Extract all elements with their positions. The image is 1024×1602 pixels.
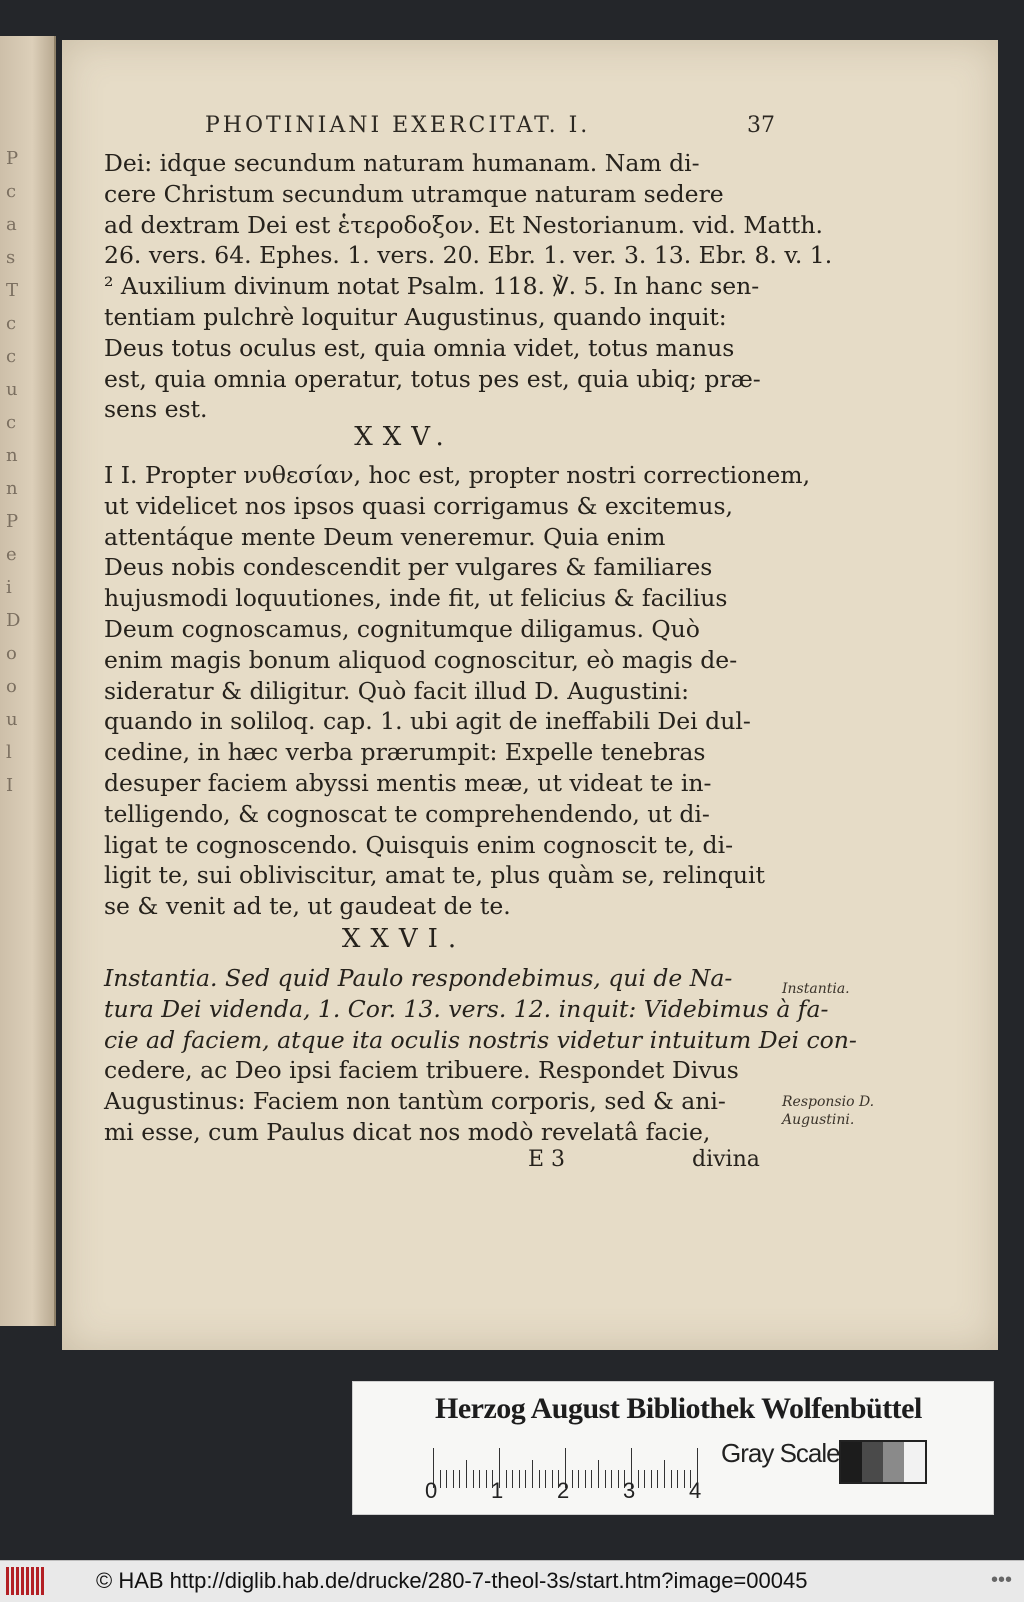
ruler-number: 1 — [491, 1478, 504, 1503]
edge-char: o — [6, 676, 17, 697]
edge-char: e — [6, 544, 17, 565]
library-name: Herzog August Bibliothek Wolfenbüttel — [435, 1392, 922, 1425]
ruler-tick — [525, 1470, 526, 1488]
ruler-tick — [506, 1470, 507, 1488]
edge-char: i — [6, 577, 12, 598]
edge-char: n — [6, 445, 18, 466]
ruler-tick — [664, 1460, 665, 1488]
paragraph-1 — [104, 148, 833, 425]
ruler-tick — [512, 1470, 513, 1488]
text-line: quando in soliloq. cap. 1. ubi agit de ineffabili Dei dul- — [104, 707, 751, 736]
edge-char: s — [6, 247, 16, 268]
ruler-tick — [644, 1470, 645, 1488]
edge-char: I — [6, 775, 14, 796]
gray-swatch — [862, 1442, 883, 1482]
ruler-tick — [545, 1470, 546, 1488]
text-line: desuper faciem abyssi mentis meæ, ut videat te in- — [104, 768, 712, 797]
text-line: ad dextram Dei est ἑτεροδοξον. Et Nestorianum. vid. Matth. — [104, 210, 823, 239]
text-line: cie ad faciem, atque ita oculis nostris videtur intuitum Dei con- — [104, 1025, 857, 1054]
text-line: ligit te, sui obliviscitur, amat te, plus quàm se, relinquit — [104, 861, 765, 890]
text-line: cedere, ac Deo ipsi faciem tribuere. Respondet Divus — [104, 1056, 739, 1085]
edge-char: o — [6, 643, 17, 664]
edge-char: c — [6, 313, 17, 334]
ruler-tick — [611, 1470, 612, 1488]
text-line: Deus totus oculus est, quia omnia videt, totus manus — [104, 333, 735, 362]
gray-swatch — [904, 1442, 925, 1482]
text-line: mi esse, cum Paulus dicat nos modò revelatâ facie, — [104, 1117, 711, 1146]
text-line: cere Christum secundum utramque naturam sedere — [104, 179, 724, 208]
scale-card — [352, 1381, 994, 1515]
ruler-tick — [657, 1470, 658, 1488]
text-line: Deus nobis condescendit per vulgares & familiares — [104, 553, 713, 582]
ruler-tick — [684, 1470, 685, 1488]
hab-logo-icon — [6, 1567, 46, 1595]
ruler-number: 2 — [557, 1478, 570, 1503]
edge-char: D — [6, 610, 21, 631]
previous-page-edge — [0, 36, 56, 1326]
ruler-tick — [638, 1470, 639, 1488]
text-line: 26. vers. 64. Ephes. 1. vers. 20. Ebr. 1. ver. 3. 13. Ebr. 8. v. 1. — [104, 241, 833, 270]
margin-note-instantia: Instantia. — [782, 981, 850, 997]
edge-char: P — [6, 511, 19, 532]
gray-swatch — [841, 1442, 862, 1482]
edge-char: P — [6, 148, 19, 169]
edge-char: c — [6, 181, 17, 202]
text-line: tentiam pulchrè loquitur Augustinus, quando inquit: — [104, 302, 727, 331]
footer-url-text[interactable]: © HAB http://diglib.hab.de/drucke/280-7-theol-3s/start.htm?image=00045 — [96, 1568, 808, 1593]
paragraph-2 — [104, 460, 811, 922]
text-line: attentáque mente Deum veneremur. Quia enim — [104, 522, 666, 551]
edge-char: u — [6, 709, 18, 730]
ruler-tick — [578, 1470, 579, 1488]
ellipsis-icon[interactable]: ••• — [990, 1569, 1012, 1591]
text-line: cedine, in hæc verba prærumpit: Expelle tenebras — [104, 738, 706, 767]
ruler-tick — [605, 1470, 606, 1488]
edge-char: n — [6, 478, 18, 499]
ruler-number: 3 — [623, 1478, 636, 1503]
text-line: ut videlicet nos ipsos quasi corrigamus & excitemus, — [104, 491, 733, 520]
section-heading-26: XXVI. — [341, 924, 467, 954]
ruler-tick — [651, 1470, 652, 1488]
running-head — [205, 113, 775, 138]
ruler-number: 4 — [689, 1478, 702, 1503]
ruler-tick — [552, 1470, 553, 1488]
ruler-tick — [585, 1470, 586, 1488]
ruler-tick — [479, 1470, 480, 1488]
ruler-tick — [519, 1470, 520, 1488]
gray-swatch — [883, 1442, 904, 1482]
edge-char: c — [6, 412, 17, 433]
section-heading-25: XXV. — [354, 422, 454, 452]
ruler-tick — [532, 1460, 533, 1488]
text-line: telligendo, & cognoscat te comprehendendo, ut di- — [104, 799, 710, 828]
grayscale-swatches — [839, 1440, 927, 1484]
text-line: ² Auxilium divinum notat Psalm. 118. ℣. 5. In hanc sen- — [104, 272, 760, 301]
text-line: Instantia. Sed quid Paulo respondebimus, qui de Na- — [104, 964, 733, 992]
text-line: Deum cognoscamus, cognitumque diligamus. Quò — [104, 614, 700, 643]
ruler-tick — [486, 1470, 487, 1488]
ruler-tick — [473, 1470, 474, 1488]
ruler-tick — [591, 1470, 592, 1488]
edge-char: u — [6, 379, 18, 400]
ruler-tick — [440, 1470, 441, 1488]
text-line: tura Dei videnda, 1. Cor. 13. vers. 12. inquit: Videbimus à fa- — [104, 994, 829, 1023]
ruler-tick — [598, 1460, 599, 1488]
edge-char: a — [6, 214, 17, 235]
ruler-tick — [459, 1470, 460, 1488]
text-line: Dei: idque secundum naturam humanam. Nam di- — [104, 149, 700, 177]
text-line: I I. Propter νυθεσίαν, hoc est, propter nostri correctionem, — [104, 461, 811, 489]
ruler-tick — [446, 1470, 447, 1488]
edge-char: c — [6, 346, 17, 367]
ruler-tick — [572, 1470, 573, 1488]
text-line: ligat te cognoscendo. Quisquis enim cognoscit te, di- — [104, 830, 734, 859]
edge-char: T — [6, 280, 19, 301]
text-line: se & venit ad te, ut gaudeat de te. — [104, 892, 511, 921]
ruler-tick — [466, 1460, 467, 1488]
ruler-tick — [618, 1470, 619, 1488]
catchword: divina — [692, 1147, 760, 1172]
text-line: sens est. — [104, 395, 208, 424]
page-number: 37 — [747, 113, 775, 138]
running-head-title: PHOTINIANI EXERCITAT. I. — [205, 113, 591, 138]
text-line: enim magis bonum aliquod cognoscitur, eò magis de- — [104, 645, 738, 674]
margin-note-responsio: Responsio D. Augustini. — [782, 1094, 875, 1128]
grayscale-label: Gray Scale — [721, 1438, 840, 1468]
footer-bar — [0, 1560, 1024, 1602]
ruler-tick — [539, 1470, 540, 1488]
text-line: sideratur & diligitur. Quò facit illud D. Augustini: — [104, 676, 690, 705]
text-line: est, quia omnia operatur, totus pes est, quia ubiq; præ- — [104, 364, 761, 393]
signature-mark: E 3 — [528, 1147, 566, 1172]
text-line: Augustinus: Faciem non tantùm corporis, sed & ani- — [104, 1087, 726, 1116]
ruler-number: 0 — [425, 1478, 438, 1503]
edge-char: l — [6, 742, 12, 763]
text-line: hujusmodi loquutiones, inde fit, ut felicius & facilius — [104, 584, 728, 613]
ruler-tick — [453, 1470, 454, 1488]
ruler-tick — [671, 1470, 672, 1488]
ruler-tick — [677, 1470, 678, 1488]
